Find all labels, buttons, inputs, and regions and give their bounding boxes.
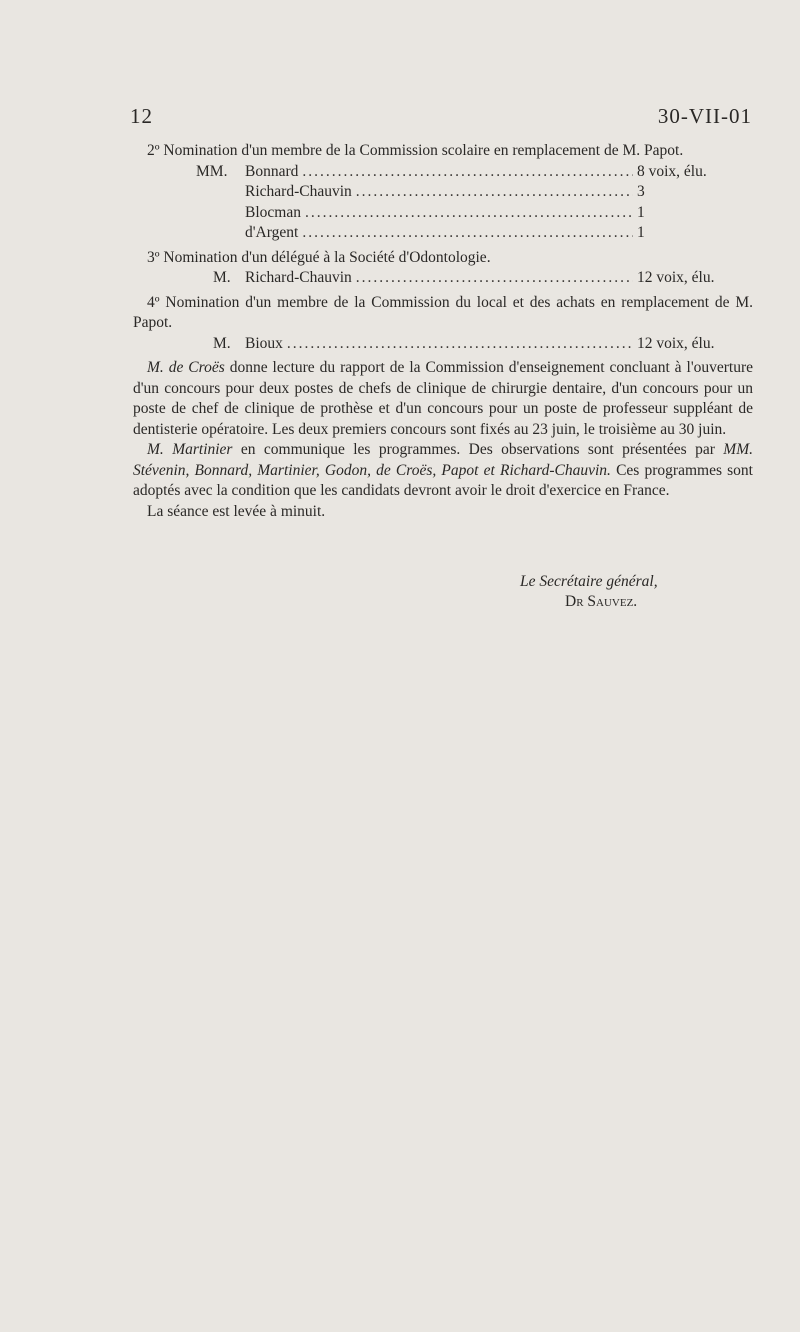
vote-count: 12 voix, élu. bbox=[637, 334, 715, 352]
vote-row bbox=[133, 268, 753, 289]
vote-prefix: M. bbox=[213, 269, 231, 286]
dot-leader bbox=[287, 334, 633, 355]
paragraph-de-croes bbox=[133, 358, 753, 440]
vote-count: 3 bbox=[637, 183, 645, 200]
paragraph-text: en communique les programmes. Des observations sont présentées par bbox=[232, 441, 724, 458]
paragraph-closing: La séance est levée à minuit. bbox=[147, 502, 326, 520]
vote-row bbox=[133, 223, 753, 244]
header-date: 30-VII-01 bbox=[657, 104, 752, 128]
candidate-name: Bioux bbox=[245, 334, 283, 352]
candidate-name: Bonnard bbox=[245, 162, 299, 180]
vote-count: 8 voix, élu. bbox=[637, 162, 707, 180]
dot-leader bbox=[302, 162, 633, 183]
item-3-heading: 3º Nomination d'un délégué à la Société d'Odontologie. bbox=[147, 248, 491, 266]
paragraph-text: donne lecture du rapport de la Commission d'enseignement concluant à l'ouverture d'un concours pour deux postes de chefs de clinique de chirurgie dentaire, d'un concours pour un poste de chef de clinique de prothèse et d'un concours pour un poste de professeur suppléant de dentisterie opératoire. Les deux premiers concours sont fixés au 23 juin, le troisième au 30 juin. bbox=[133, 359, 753, 438]
vote-row bbox=[133, 182, 753, 203]
vote-count: 1 bbox=[637, 224, 645, 241]
item-4-heading: 4º Nomination d'un membre de la Commission du local et des achats en remplacement de M. Papot. bbox=[133, 293, 753, 331]
dot-leader bbox=[356, 268, 633, 289]
signature-block bbox=[133, 572, 753, 612]
candidate-name: d'Argent bbox=[245, 224, 299, 241]
speaker-name: M. Martinier bbox=[147, 441, 233, 458]
page-number: 12 bbox=[130, 104, 153, 128]
dot-leader bbox=[302, 223, 633, 244]
vote-row bbox=[133, 334, 753, 355]
running-header bbox=[130, 104, 752, 129]
signature-title: Le Secrétaire général, bbox=[520, 573, 658, 590]
observer-names: MM. Stévenin, Bonnard, Martinier, Godon, de Croës, Papot et Richard-Chauvin. bbox=[133, 441, 753, 479]
signature-name: Dr Sauvez. bbox=[565, 593, 638, 610]
dot-leader bbox=[305, 203, 633, 224]
item-2-heading: 2º Nomination d'un membre de la Commission scolaire en remplacement de M. Papot. bbox=[147, 142, 684, 159]
vote-prefix: M. bbox=[213, 334, 231, 352]
paragraph-text: Ces programmes sont adoptés avec la condition que les candidats devront avoir le droit d'exercice en France. bbox=[133, 461, 753, 499]
speaker-name: M. de Croës bbox=[147, 359, 225, 376]
vote-row bbox=[133, 162, 753, 183]
candidate-name: Richard-Chauvin bbox=[245, 269, 352, 286]
candidate-name: Blocman bbox=[245, 203, 301, 221]
vote-row bbox=[133, 203, 753, 224]
candidate-name: Richard-Chauvin bbox=[245, 183, 352, 200]
document-body bbox=[133, 141, 753, 522]
vote-prefix: MM. bbox=[196, 162, 228, 180]
paragraph-martinier bbox=[133, 440, 753, 502]
vote-count: 1 bbox=[637, 203, 645, 221]
dot-leader bbox=[356, 182, 633, 203]
vote-count: 12 voix, élu. bbox=[637, 269, 715, 286]
